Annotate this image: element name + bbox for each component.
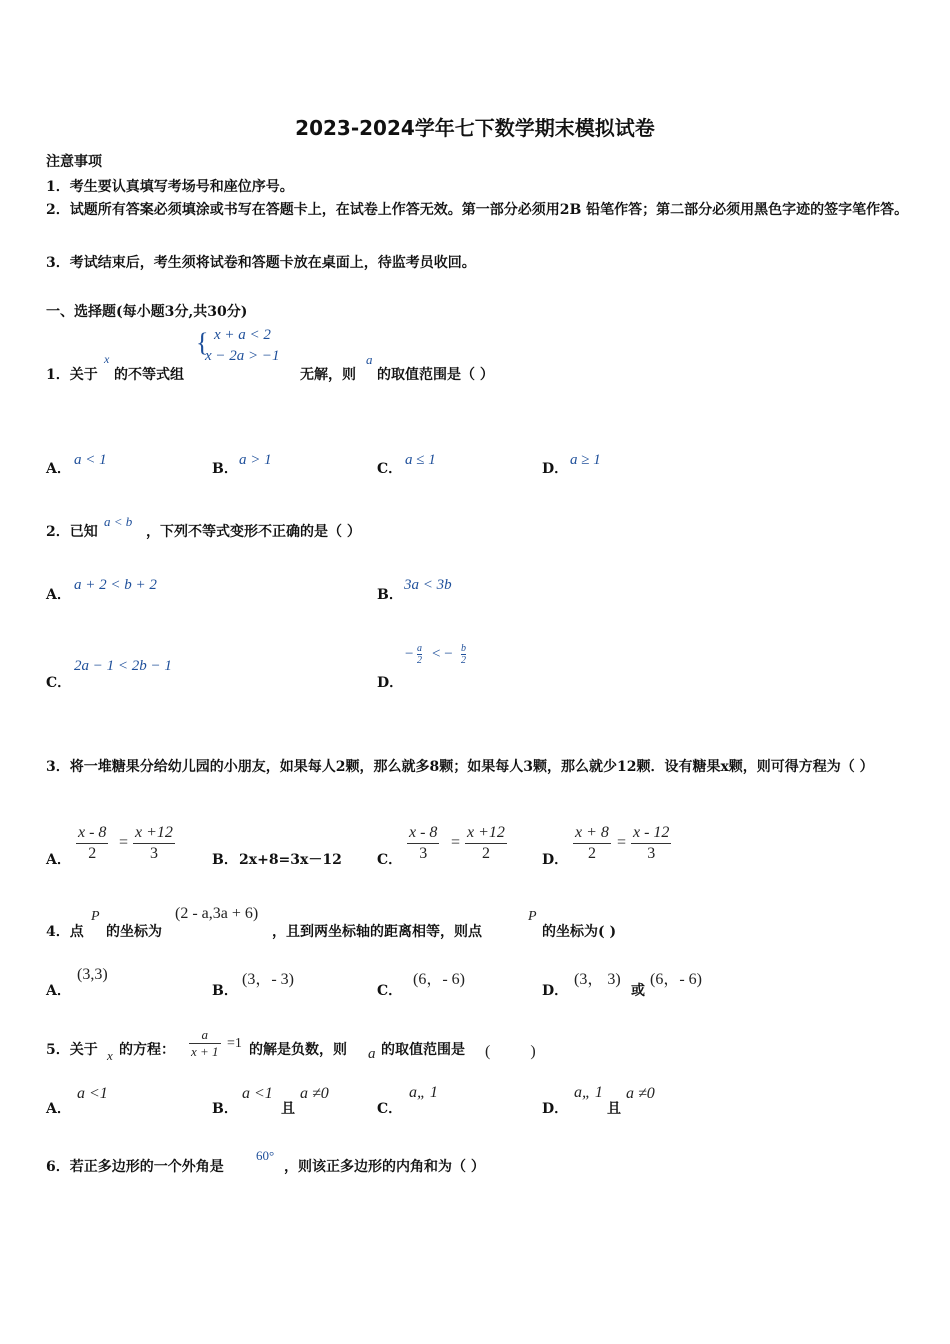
q2-option-d-frac-1-num: a [417, 643, 422, 654]
q4-option-d-label[interactable]: D． [542, 983, 569, 999]
q3-option-a-frac-1[interactable] [76, 823, 108, 864]
q5-var-a: a [368, 1046, 376, 1062]
q5-answer-paren: ( ) [485, 1043, 536, 1060]
q1-text-1: 1．关于 [46, 367, 98, 383]
q5-var-x: x [107, 1048, 113, 1063]
q3-option-d-den-2: 3 [647, 845, 656, 862]
q1-text-2: 的不等式组 [114, 367, 184, 383]
q1-text-4: 的取值范围是（ ） [377, 367, 494, 383]
q5-option-b-math[interactable]: a <1 [242, 1085, 273, 1102]
q3-option-a-num-1: x - 8 [76, 823, 108, 844]
q2-option-d-frac-1 [417, 643, 422, 666]
q3-stem: 3．将一堆糖果分给幼儿园的小朋友，如果每人2颗，那么就多8颗；如果每人3颗，那么就少12颗．设有糖果x颗，则可得方程为（ ） [46, 759, 874, 775]
q5-text-2: 的方程： [119, 1042, 175, 1058]
q5-option-b-math-2[interactable]: a ≠0 [300, 1085, 329, 1102]
q2-condition: a < b [104, 514, 133, 529]
q4-option-a-label[interactable]: A． [46, 983, 71, 999]
q5-fraction [189, 1027, 221, 1060]
q3-option-d-num-1: x + 8 [573, 823, 611, 844]
q2-option-b-math[interactable]: 3a < 3b [404, 577, 452, 593]
q1-option-a-math[interactable]: a < 1 [74, 452, 107, 468]
q2-option-a-label[interactable]: A． [46, 587, 71, 603]
q5-option-a-math[interactable]: a <1 [77, 1085, 108, 1102]
q3-option-c-den-2: 2 [481, 845, 490, 862]
q3-option-d-label[interactable]: D． [542, 852, 569, 868]
q5-option-c-math[interactable]: a„ 1 [409, 1084, 438, 1101]
q1-text-3: 无解，则 [300, 367, 356, 383]
q2-option-d-lt: < − [432, 646, 453, 662]
q4-option-d-math[interactable]: (3， 3) [574, 971, 621, 988]
q2-option-c-math[interactable]: 2a − 1 < 2b − 1 [74, 658, 172, 674]
notice-heading: 注意事项 [46, 154, 102, 170]
q1-option-a-label[interactable]: A． [46, 461, 71, 477]
q3-option-c-den-1: 3 [419, 845, 428, 862]
q6-angle: 60° [256, 1148, 275, 1163]
q5-fraction-den: x + 1 [191, 1044, 219, 1059]
notice-item-3: 3．考试结束后，考生须将试卷和答题卡放在桌面上，待监考员收回。 [46, 255, 476, 271]
q5-option-b-conj: 且 [281, 1101, 295, 1117]
q4-text-4: 的坐标为( ) [542, 924, 617, 940]
q2-option-d-frac-2-num: b [461, 643, 466, 654]
q6-text-1: 6．若正多边形的一个外角是 [46, 1159, 224, 1175]
q4-option-b-label[interactable]: B． [212, 983, 238, 999]
notice-item-2: 2．试题所有答案必须填涂或书写在答题卡上，在试卷上作答无效。第一部分必须用2B 铅笔作答；第二部分必须用黑色字迹的签字笔作答。 [46, 202, 909, 218]
q1-option-b-label[interactable]: B． [212, 461, 238, 477]
q5-option-b-label[interactable]: B． [212, 1101, 238, 1117]
q3-option-d-frac-1[interactable] [573, 823, 611, 864]
q1-option-c-label[interactable]: C． [377, 461, 403, 477]
q4-text-3: ，且到两坐标轴的距离相等，则点 [272, 924, 482, 940]
q4-point-p-2: P [528, 909, 537, 924]
q3-option-a-frac-2[interactable] [133, 823, 175, 864]
q3-option-a-eq: = [119, 834, 129, 851]
q5-text-4: 的取值范围是 [381, 1042, 465, 1058]
q4-option-d-or: 或 [631, 983, 645, 999]
q3-option-d-eq: = [617, 834, 627, 851]
q4-point-p: P [91, 909, 100, 924]
q5-option-d-label[interactable]: D． [542, 1101, 569, 1117]
q2-option-d-label[interactable]: D． [377, 675, 404, 691]
q6-text-2: ，则该正多边形的内角和为（ ） [284, 1159, 485, 1175]
q3-option-d-den-1: 2 [587, 845, 596, 862]
q5-option-c-label[interactable]: C． [377, 1101, 403, 1117]
q3-option-c-num-1: x - 8 [407, 823, 439, 844]
q3-option-a-den-2: 3 [149, 845, 158, 862]
q1-var-a: a [366, 352, 373, 367]
q4-text-1: 4．点 [46, 924, 84, 940]
q3-option-b-text[interactable]: 2x+8=3x－12 [239, 852, 342, 868]
q3-option-c-frac-2[interactable] [465, 823, 507, 864]
q3-option-b-label[interactable]: B． [212, 852, 238, 868]
q5-option-a-label[interactable]: A． [46, 1101, 71, 1117]
q1-option-d-math[interactable]: a ≥ 1 [570, 452, 601, 468]
q3-option-a-label[interactable]: A． [46, 852, 71, 868]
q3-option-c-num-2: x +12 [465, 823, 507, 844]
q1-system-brace: { [196, 328, 209, 357]
page-title: 2023-2024学年七下数学期末模拟试卷 [295, 116, 655, 140]
q5-option-d-math[interactable]: a„ 1 [574, 1084, 603, 1101]
q3-option-a-den-1: 2 [88, 845, 97, 862]
q4-option-a-math[interactable]: (3,3) [77, 966, 108, 983]
q2-option-d-frac-2 [461, 643, 466, 666]
q5-text-1: 5．关于 [46, 1042, 98, 1058]
q5-fraction-num: a [189, 1027, 221, 1044]
q3-option-c-label[interactable]: C． [377, 852, 403, 868]
section-heading: 一、选择题(每小题3分,共30分) [46, 304, 248, 320]
q4-option-c-label[interactable]: C． [377, 983, 403, 999]
q1-option-d-label[interactable]: D． [542, 461, 569, 477]
q1-system-line-2: x − 2a > −1 [205, 348, 280, 364]
q1-system-line-1: x + a < 2 [214, 327, 271, 343]
q3-option-c-frac-1[interactable] [407, 823, 439, 864]
q2-option-a-math[interactable]: a + 2 < b + 2 [74, 577, 157, 593]
q5-text-3: 的解是负数，则 [249, 1042, 347, 1058]
q2-option-c-label[interactable]: C． [46, 675, 72, 691]
q4-option-c-math[interactable]: (6，- 6) [413, 971, 465, 988]
q4-option-b-math[interactable]: (3，- 3) [242, 971, 294, 988]
q1-option-c-math[interactable]: a ≤ 1 [405, 452, 436, 468]
notice-item-1: 1．考生要认真填写考场号和座位序号。 [46, 179, 294, 195]
q2-option-b-label[interactable]: B． [377, 587, 403, 603]
q2-option-d-frac-2-den: 2 [461, 655, 466, 666]
q4-text-2: 的坐标为 [106, 924, 162, 940]
q3-option-d-frac-2[interactable] [631, 823, 671, 864]
q2-option-d-minus: − [405, 646, 414, 662]
q1-var-x: x [104, 352, 110, 366]
q3-option-d-num-2: x - 12 [631, 823, 671, 844]
q1-option-b-math[interactable]: a > 1 [239, 452, 272, 468]
q2-text-2: ，下列不等式变形不正确的是（ ） [146, 524, 361, 540]
q3-option-a-num-2: x +12 [133, 823, 175, 844]
q4-coordinate: (2 - a,3a + 6) [175, 905, 259, 922]
q5-equals-one: =1 [227, 1036, 242, 1051]
q2-text-1: 2．已知 [46, 524, 98, 540]
q2-option-d-frac-1-den: 2 [417, 655, 422, 666]
q5-option-d-conj: 且 [607, 1101, 621, 1117]
q3-option-c-eq: = [451, 834, 461, 851]
q5-option-d-math-2[interactable]: a ≠0 [626, 1085, 655, 1102]
q4-option-d-math-2[interactable]: (6，- 6) [650, 971, 702, 988]
